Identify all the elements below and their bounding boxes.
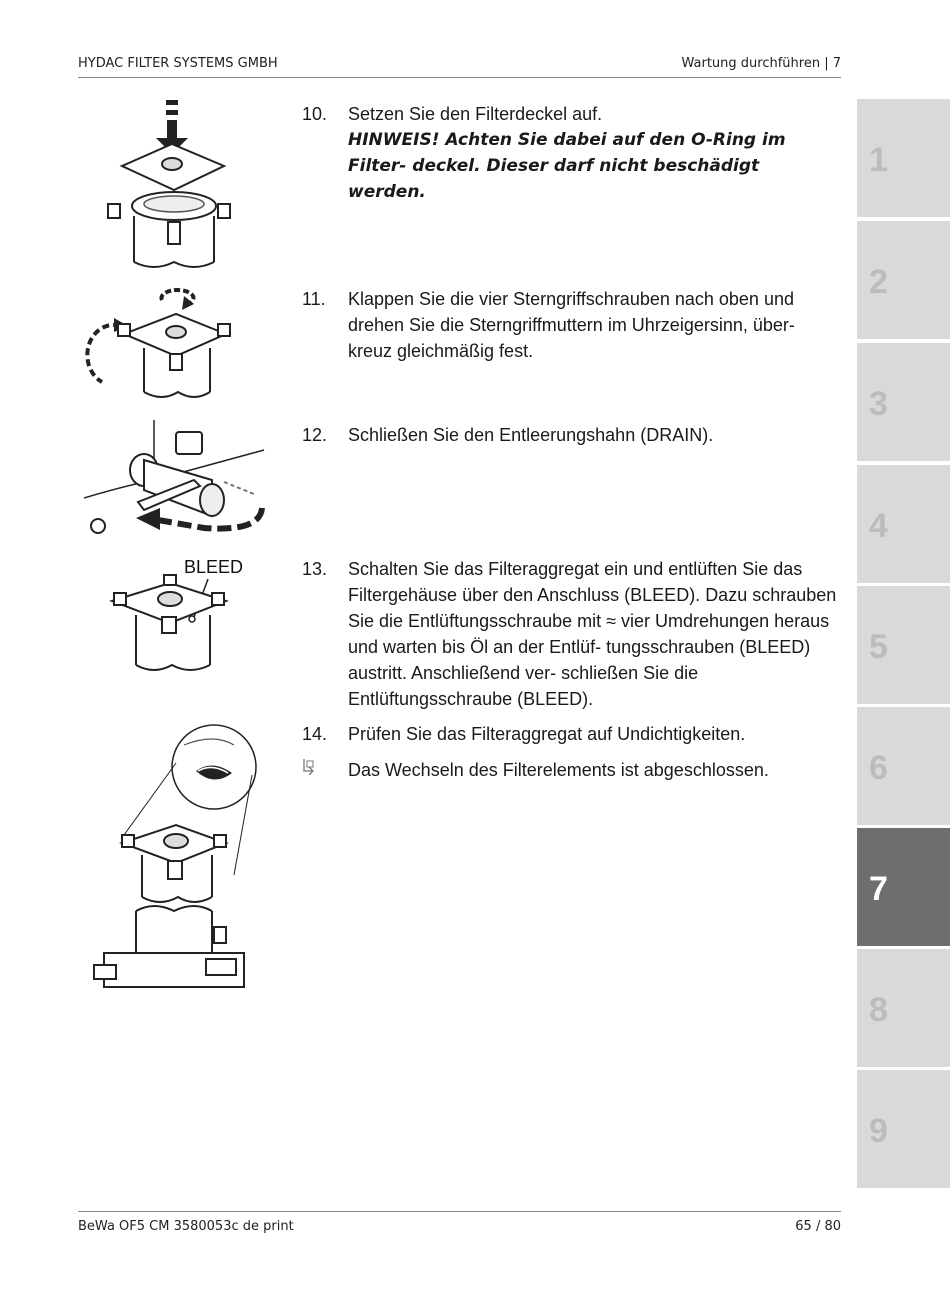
document-id: BeWa OF5 CM 3580053c de print: [78, 1219, 294, 1234]
page-footer: [78, 1219, 841, 1234]
chapter-tab-3[interactable]: 3: [857, 343, 950, 461]
chapter-tab-9[interactable]: 9: [857, 1070, 950, 1188]
step-number: 13.: [302, 559, 328, 579]
step-text: Schalten Sie das Filteraggregat ein und entlüften Sie das Filtergehäuse über den Anschluss (BLEED). Dazu schrauben Sie die Entlüftungsschraube mit ≈ vier Umdrehungen heraus und warten bis Öl an der Entlüf- tungsschrauben (BLEED) austritt. Anschließend ver- schließen Sie die Entlüftungsschraube (BLEED).: [348, 559, 837, 709]
bleed-label: BLEED: [184, 557, 244, 577]
chapter-tab-4[interactable]: 4: [857, 465, 950, 583]
chapter-tab-2[interactable]: 2: [857, 221, 950, 339]
figure-bleed: [84, 553, 259, 678]
step-text: Prüfen Sie das Filteraggregat auf Undichtigkeiten.: [348, 724, 746, 744]
figure-leak-check: [84, 715, 274, 1000]
result-arrow-icon: [302, 757, 318, 775]
figure-tighten-nuts: [84, 282, 264, 402]
step-number: 11.: [302, 289, 326, 309]
step-number: 12.: [302, 425, 328, 445]
step-note: HINWEIS! Achten Sie dabei auf den O-Ring im Filter- deckel. Dieser darf nicht beschädigt werden.: [348, 130, 786, 202]
header-rule: [78, 77, 841, 78]
step-number: 14.: [302, 724, 328, 744]
step-text: Schließen Sie den Entleerungshahn (DRAIN).: [348, 425, 714, 445]
chapter-tab-5[interactable]: 5: [857, 586, 950, 704]
figure-lid-placement: [84, 96, 264, 276]
page-number: 65 / 80: [795, 1219, 841, 1234]
result-text: Das Wechseln des Filterelements ist abgeschlossen.: [348, 760, 769, 780]
figure-drain-valve: [84, 420, 269, 545]
step-text: Setzen Sie den Filterdeckel auf.: [348, 104, 603, 124]
chapter-title: Wartung durchführen | 7: [681, 56, 841, 71]
chapter-tab-6[interactable]: 6: [857, 707, 950, 825]
page-header: [78, 56, 841, 71]
chapter-tab-1[interactable]: 1: [857, 99, 950, 217]
step-text: Klappen Sie die vier Sterngriffschrauben nach oben und drehen Sie die Sterngriffmuttern im Uhrzeigersinn, über- kreuz gleichmäßig fest.: [348, 289, 795, 361]
company-name: HYDAC FILTER SYSTEMS GMBH: [78, 56, 278, 71]
chapter-tab-8[interactable]: 8: [857, 949, 950, 1067]
step-number: 10.: [302, 104, 328, 124]
footer-rule: [78, 1211, 841, 1212]
chapter-tab-7[interactable]: 7: [857, 828, 950, 946]
